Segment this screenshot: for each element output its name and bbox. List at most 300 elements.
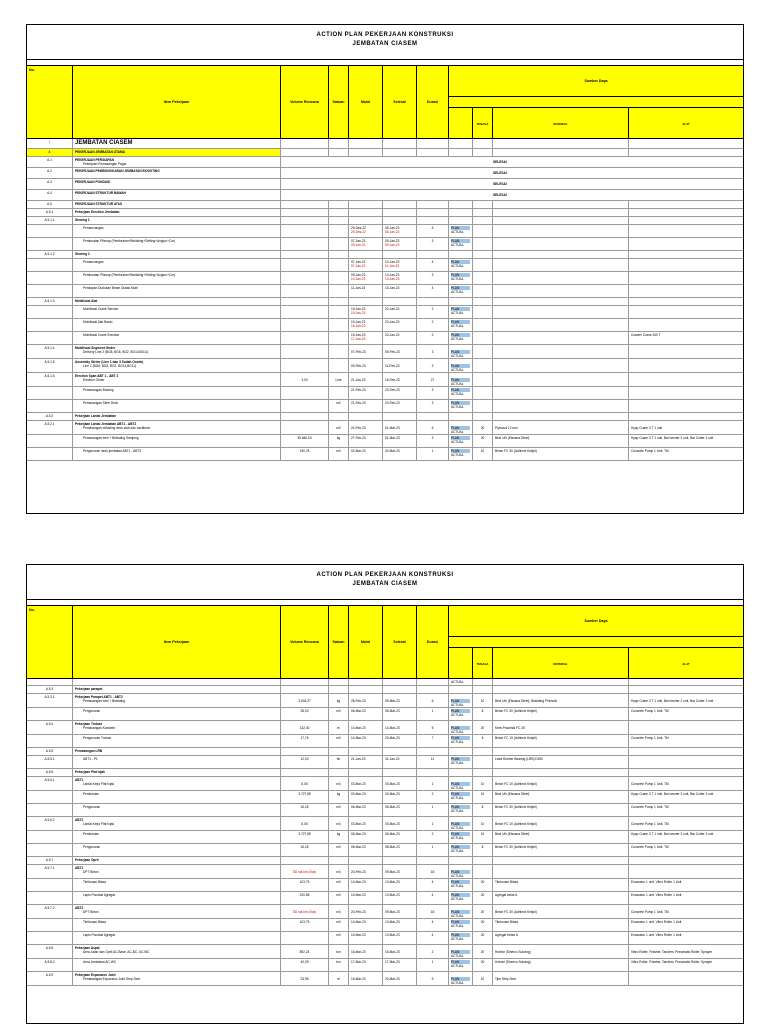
table-row — [27, 306, 743, 319]
cell-item — [73, 157, 281, 167]
table-row — [27, 179, 743, 190]
cell-mulai — [349, 400, 383, 412]
cell-vol — [281, 238, 329, 250]
actual-label: ACTUAL — [451, 337, 464, 342]
cell-vol — [281, 959, 329, 971]
cell-mat — [493, 879, 629, 891]
sheet-subtitle: JEMBATAN CIASEM — [352, 581, 418, 587]
cell-sat — [329, 769, 349, 776]
header-mulai: Mulai — [349, 66, 383, 138]
date-mulai: 24-Feb-23 — [351, 426, 366, 430]
item-name: ABT2 — [75, 906, 84, 910]
table-row — [27, 694, 743, 708]
table-row — [27, 748, 743, 756]
cell-item — [73, 259, 281, 271]
header-mulai: Mulai — [349, 606, 383, 678]
date-selesai: 09-Feb-23 — [385, 350, 400, 354]
cell-alat — [629, 421, 743, 434]
cell-durasi — [417, 209, 449, 216]
date-selesai: 11-Feb-23 — [385, 364, 400, 368]
cell-sat — [329, 238, 349, 250]
cell-mat — [493, 435, 629, 447]
value-alat: Hyap Crane 3 T 1 unit — [631, 426, 663, 430]
status-cell — [281, 157, 743, 167]
item-name: Timbunan Biasa — [83, 920, 106, 924]
cell-mat — [493, 791, 629, 803]
date-selesai: 20-Jan-23 — [385, 320, 400, 324]
item-subtask: Lantai Kerja Plat Injak — [83, 822, 115, 827]
cell-vol — [281, 791, 329, 803]
header-row — [27, 606, 743, 679]
table-row — [27, 945, 743, 959]
item-name: Pembesian — [83, 792, 99, 796]
value-ten: 20 — [480, 920, 485, 924]
cell-p — [449, 831, 473, 843]
actual-label: ACTUAL — [451, 290, 464, 295]
cell-p — [449, 201, 473, 208]
cell-mulai — [349, 748, 383, 755]
date-selesai: 13-Mar-23 — [385, 933, 400, 937]
cell-durasi — [417, 251, 449, 258]
plan-label: PLAN — [451, 726, 470, 730]
cell-p — [449, 413, 473, 420]
cell-selesai — [383, 791, 417, 803]
value-mat: Beton FC 30 (Adhimix Ketjoli) — [495, 709, 537, 713]
cell-no — [27, 919, 73, 931]
cell-sat — [329, 708, 349, 720]
cell-mulai — [349, 679, 383, 685]
actual-date-mulai: 07-Jan-23 — [351, 264, 366, 269]
value-alat: Crawler Crane 260 T — [631, 333, 661, 337]
cell-selesai — [383, 831, 417, 843]
date-selesai: 05-Mar-23 — [385, 699, 400, 703]
cell-p — [449, 435, 473, 447]
item-name: Pekerjaan Parapet ABT1 - ABT2 — [75, 695, 123, 699]
cell-durasi — [417, 708, 449, 720]
date-selesai: 06-Mar-23 — [385, 709, 400, 713]
actual-label: ACTUAL — [451, 311, 464, 316]
cell-sat — [329, 387, 349, 399]
cell-sat — [329, 777, 349, 790]
table-row — [27, 359, 743, 373]
cell-durasi — [417, 892, 449, 904]
plan-label: PLAN — [451, 436, 470, 440]
cell-no — [27, 435, 73, 447]
row-number: A.5.6.2 — [44, 818, 55, 822]
actual-label: ACTUAL — [451, 264, 464, 269]
cell-mat — [493, 686, 629, 693]
date-mulai: 08-Mar-23 — [351, 845, 366, 849]
cell-selesai — [383, 319, 417, 331]
cell-no — [27, 959, 73, 971]
cell-alat — [629, 373, 743, 386]
cell-alat — [629, 306, 743, 318]
table-row — [27, 225, 743, 238]
cell-vol — [281, 345, 329, 358]
cell-mat — [493, 694, 629, 707]
cell-item — [73, 168, 281, 178]
table-row — [27, 251, 743, 259]
item-name: Mobilisasi Alat — [75, 299, 98, 303]
date-selesai: 08-Mar-23 — [385, 845, 400, 849]
item-name: Pekerjaan Aspal — [75, 946, 100, 950]
cell-no — [27, 804, 73, 816]
item-subtask: DPT Beton — [83, 870, 99, 875]
table-row — [27, 708, 743, 721]
plan-label: PLAN — [451, 880, 470, 884]
item-subtask: Erection Girder — [83, 378, 105, 383]
cell-selesai — [383, 298, 417, 305]
table-row — [27, 905, 743, 919]
cell-vol — [281, 201, 329, 208]
cell-vol — [281, 892, 329, 904]
value-sat: m2 — [336, 401, 341, 405]
cell-sat — [329, 735, 349, 747]
cell-p — [449, 238, 473, 250]
cell-vol — [281, 139, 329, 148]
cell-vol — [281, 721, 329, 734]
date-mulai: 19-Jan-23 — [351, 333, 366, 337]
value-ten: 10 — [480, 792, 485, 796]
value-durasi: 4 — [431, 893, 434, 897]
cell-mulai — [349, 777, 383, 790]
cell-p — [449, 791, 473, 803]
cell-vol — [281, 285, 329, 297]
value-vol: 16,26 — [300, 805, 309, 809]
cell-mat — [493, 225, 629, 237]
item-name: Mobilisasi Crane Erection — [83, 333, 120, 337]
cell-vol — [281, 972, 329, 985]
header-sumber-daya — [449, 606, 743, 678]
cell-durasi — [417, 306, 449, 318]
cell-p — [449, 748, 473, 755]
cell-mat — [493, 149, 629, 156]
value-sat: Line — [335, 378, 342, 382]
cell-mat — [493, 238, 629, 250]
cell-p — [449, 721, 473, 734]
cell-p — [449, 272, 473, 284]
value-alat: Hyap Crane 3 T 1 unit, Bar bender 2 unit, Bar Cutter 2 unit — [631, 832, 714, 836]
plan-label: PLAN — [451, 910, 470, 914]
plan-label: PLAN — [451, 350, 470, 354]
cell-no — [27, 387, 73, 399]
value-alat: Concrete Pump 1 Unit, TM — [631, 782, 669, 786]
cell-vol — [281, 831, 329, 843]
cell-ten — [473, 319, 493, 331]
table-row — [27, 919, 743, 932]
date-mulai: 07-Feb-23 — [351, 350, 366, 354]
table-row — [27, 259, 743, 272]
cell-ten — [473, 721, 493, 734]
cell-mulai — [349, 149, 383, 156]
cell-item — [73, 791, 281, 803]
cell-alat — [629, 892, 743, 904]
cell-vol — [281, 400, 329, 412]
cell-sat — [329, 139, 349, 148]
table-row — [27, 238, 743, 251]
header-sumber: Sumber Daya — [449, 606, 743, 637]
item-name: Pekerjaan parapet — [75, 687, 103, 691]
value-mat: Beton FC 15 (Adhimix Ketjoli) — [495, 736, 537, 740]
value-durasi: 4 — [431, 880, 434, 884]
cell-selesai — [383, 359, 417, 372]
cell-ten — [473, 373, 493, 386]
plan-label: PLAN — [451, 933, 470, 937]
cell-mat — [493, 721, 629, 734]
cell-vol — [281, 735, 329, 747]
item-subtask: Pemasangan bekisting deck slab dan cantilever — [83, 426, 151, 431]
sheet-title-area — [27, 565, 743, 600]
value-durasi: 11 — [430, 757, 435, 761]
cell-mulai — [349, 435, 383, 447]
date-mulai: 06-Mar-23 — [351, 805, 366, 809]
cell-selesai — [383, 251, 417, 258]
item-subtask: Pemasangan Kanstein — [83, 726, 116, 731]
date-mulai: 16-Mar-23 — [351, 977, 366, 981]
cell-ten — [473, 251, 493, 258]
cell-item — [73, 319, 281, 331]
cell-ten — [473, 413, 493, 420]
value-ten: 8 — [481, 709, 484, 713]
cell-item — [73, 251, 281, 258]
item-name: PEKERJAAN PERSIAPAN — [75, 158, 114, 162]
cell-p — [449, 139, 473, 148]
cell-ten — [473, 272, 493, 284]
value-mat: Agregat kelas A — [495, 893, 518, 897]
cell-item — [73, 905, 281, 918]
cell-mulai — [349, 708, 383, 720]
cell-p — [449, 400, 473, 412]
cell-sat — [329, 905, 349, 918]
item-name: ABT1 — [75, 778, 84, 782]
row-number: A.4 — [47, 191, 52, 195]
cell-mulai — [349, 251, 383, 258]
value-alat: Excavator 1 unit, Vibro Roller 1 Unit — [631, 880, 682, 884]
date-selesai: 01-Mar-23 — [385, 426, 400, 430]
cell-durasi — [417, 679, 449, 685]
cell-selesai — [383, 932, 417, 944]
cell-mulai — [349, 769, 383, 776]
cell-vol — [281, 756, 329, 768]
cell-sat — [329, 892, 349, 904]
cell-selesai — [383, 865, 417, 878]
cell-item — [73, 413, 281, 420]
date-selesai: 31-Jan-23 — [385, 757, 400, 761]
cell-selesai — [383, 804, 417, 816]
table-row — [27, 298, 743, 306]
item-name: Pemasangan besi + Bekisting Samping — [83, 436, 139, 440]
cell-p — [449, 251, 473, 258]
cell-no — [27, 345, 73, 358]
item-name: Pekerjaan Lantai Jembatan — [75, 414, 117, 418]
cell-vol — [281, 209, 329, 216]
cell-selesai — [383, 735, 417, 747]
plan-label: PLAN — [451, 805, 470, 809]
cell-no — [27, 400, 73, 412]
cell-item — [73, 756, 281, 768]
cell-ten — [473, 209, 493, 216]
value-alat: Concrete Pump 1 Unit, TM — [631, 845, 669, 849]
row-number: A.5.8 — [45, 946, 54, 950]
cell-ten — [473, 756, 493, 768]
date-mulai: 10-Mar-23 — [351, 920, 366, 924]
date-selesai: 05-Jan-23 — [385, 226, 400, 230]
value-durasi: 16 — [430, 910, 435, 914]
date-selesai: 20-Mar-23 — [385, 977, 400, 981]
value-durasi: 2 — [431, 333, 434, 337]
cell-no — [27, 945, 73, 958]
cell-alat — [629, 435, 743, 447]
cell-mulai — [349, 201, 383, 208]
cell-vol — [281, 804, 329, 816]
plan-label: PLAN — [451, 226, 470, 230]
cell-durasi — [417, 373, 449, 386]
table-row — [27, 679, 743, 686]
item-name: Pembuatan Pilecap (Pembesian+Bekisting+Setting+Angkur+Cor) — [83, 239, 176, 243]
cell-no — [27, 201, 73, 208]
date-mulai: 17-Mar-23 — [351, 960, 366, 964]
cell-mulai — [349, 972, 383, 985]
cell-selesai — [383, 748, 417, 755]
cell-item — [73, 421, 281, 434]
cell-mulai — [349, 791, 383, 803]
cell-no — [27, 448, 73, 460]
cell-alat — [629, 905, 743, 918]
cell-item — [73, 804, 281, 816]
cell-vol — [281, 319, 329, 331]
value-vol: 16,26 — [300, 845, 309, 849]
cell-alat — [629, 735, 743, 747]
cell-sat — [329, 225, 349, 237]
plan-label: PLAN — [451, 307, 470, 311]
cell-sat — [329, 679, 349, 685]
value-durasi: 2 — [431, 950, 434, 954]
cell-alat — [629, 238, 743, 250]
actual-label: ACTUAL — [451, 703, 464, 707]
table-filler — [27, 986, 743, 1023]
cell-p — [449, 905, 473, 918]
cell-item — [73, 238, 281, 250]
date-selesai: 09-Mar-23 — [385, 870, 400, 874]
cell-sat — [329, 435, 349, 447]
actual-date-mulai: 29-Des-22 — [351, 230, 366, 235]
row-number: A.2 — [47, 169, 52, 173]
value-durasi: 3 — [431, 239, 434, 243]
cell-no — [27, 259, 73, 271]
cell-mulai — [349, 209, 383, 216]
cell-sat — [329, 865, 349, 878]
actual-label: ACTUAL — [451, 786, 464, 790]
cell-selesai — [383, 844, 417, 856]
item-subtask: Pemasangan besi + Bekisting — [83, 699, 126, 704]
cell-alat — [629, 972, 743, 985]
value-sat: m' — [336, 726, 341, 730]
cell-ten — [473, 421, 493, 434]
cell-selesai — [383, 435, 417, 447]
cell-item — [73, 959, 281, 971]
cell-item — [73, 217, 281, 224]
table-row — [27, 332, 743, 345]
status-cell — [281, 168, 743, 178]
cell-no — [27, 748, 73, 755]
cell-ten — [473, 769, 493, 776]
value-mat: Beton FC 30 (Adhimix Ketjoli) — [495, 449, 537, 453]
cell-vol — [281, 905, 329, 918]
cell-p — [449, 259, 473, 271]
item-name: Pekerjaan Oprit — [75, 858, 99, 862]
cell-no — [27, 306, 73, 318]
value-durasi: 2 — [431, 307, 434, 311]
cell-vol — [281, 225, 329, 237]
cell-selesai — [383, 217, 417, 224]
cell-ten — [473, 972, 493, 985]
row-number: A.1 — [47, 158, 52, 162]
cell-ten — [473, 831, 493, 843]
value-ten: 20 — [480, 933, 485, 937]
table-row — [27, 865, 743, 879]
cell-durasi — [417, 448, 449, 460]
cell-selesai — [383, 879, 417, 891]
cell-durasi — [417, 139, 449, 148]
cell-selesai — [383, 817, 417, 830]
date-mulai: 06-Mar-23 — [351, 832, 366, 836]
item-subtask: Pemasangan Expansion Joint Strip Seal — [83, 977, 140, 982]
cell-p — [449, 817, 473, 830]
cell-ten — [473, 345, 493, 358]
cell-item — [73, 285, 281, 297]
value-ten: 20 — [480, 726, 485, 730]
table-row — [27, 217, 743, 225]
table-row — [27, 272, 743, 285]
cell-durasi — [417, 435, 449, 447]
item-name: Assembly Girder (Line 1 dan 3 Sudah Onsite) — [75, 360, 144, 364]
cell-mat — [493, 857, 629, 864]
cell-mat — [493, 298, 629, 305]
date-selesai: 16-Feb-23 — [385, 378, 400, 382]
actual-date-selesai: 09-Jan-23 — [385, 243, 400, 248]
date-mulai: 19-Jan-23 — [351, 320, 366, 324]
cell-mulai — [349, 238, 383, 250]
cell-ten — [473, 892, 493, 904]
cell-alat — [629, 932, 743, 944]
table-row — [27, 139, 743, 149]
cell-p — [449, 932, 473, 944]
date-selesai: 23-Feb-23 — [385, 388, 400, 392]
cell-p — [449, 387, 473, 399]
cell-sat — [329, 791, 349, 803]
cell-durasi — [417, 791, 449, 803]
cell-p — [449, 285, 473, 297]
cell-ten — [473, 400, 493, 412]
cell-p — [449, 919, 473, 931]
value-mat: Timbunan Biasa — [495, 880, 518, 884]
item-name: PEKERJAAN PEMBONGKARAN JEMBATAN EKSISTING — [75, 169, 160, 173]
cell-mulai — [349, 844, 383, 856]
cell-durasi — [417, 686, 449, 693]
cell-selesai — [383, 225, 417, 237]
date-mulai: 09-Jan-23 — [351, 273, 366, 277]
date-mulai: 10-Mar-23 — [351, 933, 366, 937]
cell-selesai — [383, 959, 417, 971]
cell-p — [449, 865, 473, 878]
item-name: Mobilisasi Alat Bantu — [83, 320, 113, 324]
cell-no — [27, 168, 73, 178]
item-name: Shoring 1 — [75, 218, 90, 222]
cell-ten — [473, 139, 493, 148]
cell-ten — [473, 791, 493, 803]
item-subtask: Area Jalan dan Oprit AC-Base, AC-BC, AC-WC — [83, 950, 150, 955]
cell-sat — [329, 694, 349, 707]
